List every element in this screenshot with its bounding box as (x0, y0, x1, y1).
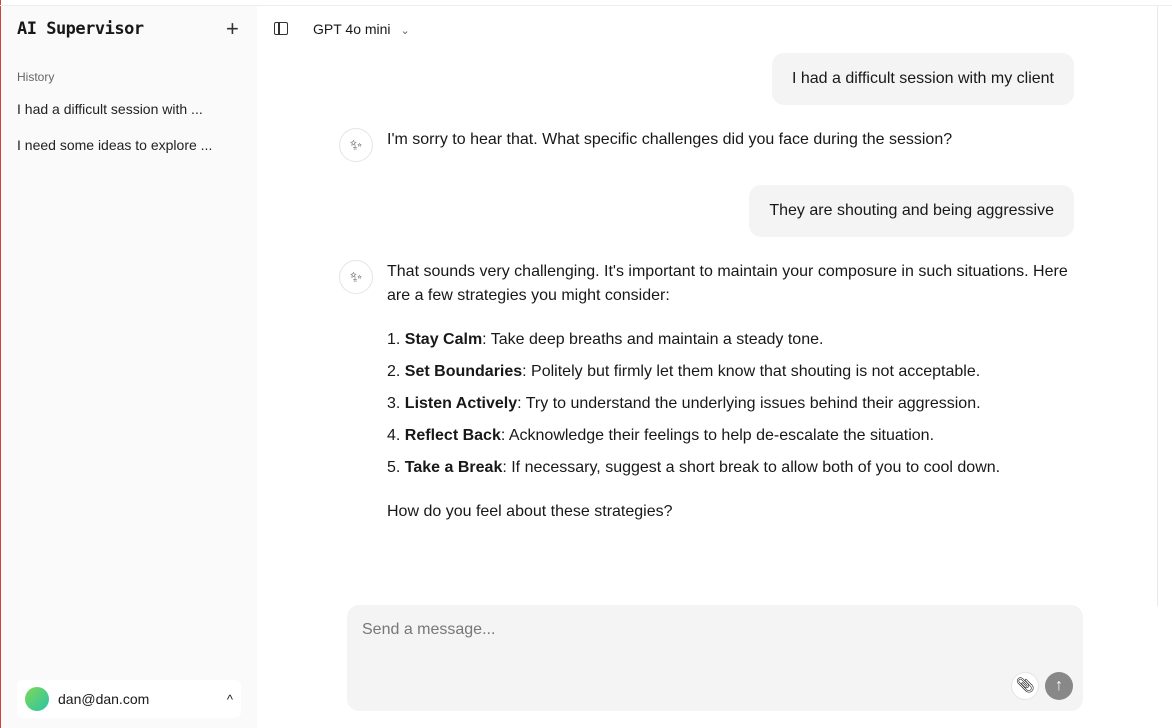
history-item[interactable]: I had a difficult session with ... (17, 101, 203, 117)
sparkles-icon: ✨︎ (339, 128, 373, 162)
send-button[interactable]: ↑ (1045, 672, 1073, 700)
app-title: AI Supervisor (17, 19, 144, 39)
strategy-item (387, 456, 1077, 480)
item-text: : Try to understand the underlying issues behind their aggression. (517, 395, 981, 412)
chat-header (258, 6, 1172, 52)
scrollbar[interactable] (1157, 6, 1158, 606)
user-email: dan@dan.com (58, 691, 150, 707)
item-title: Set Boundaries (404, 363, 523, 380)
item-title: Listen Actively (404, 395, 518, 412)
item-title: Reflect Back (404, 427, 501, 444)
sidebar (1, 6, 257, 728)
model-name: GPT 4o mini (313, 21, 391, 37)
strategy-item (387, 424, 1077, 448)
avatar (25, 687, 49, 711)
strategy-item (387, 328, 1077, 352)
item-text: : Take deep breaths and maintain a steady tone. (482, 331, 824, 348)
item-number: 1. (387, 331, 405, 348)
item-number: 5. (387, 459, 405, 476)
user-message: I had a difficult session with my client (772, 53, 1074, 105)
history-item[interactable]: I need some ideas to explore ... (17, 137, 213, 153)
sparkles-icon: ✨︎ (339, 260, 373, 294)
new-chat-plus-icon[interactable]: + (226, 16, 239, 41)
item-text: : If necessary, suggest a short break to allow both of you to cool down. (502, 459, 1001, 476)
strategy-item (387, 360, 1077, 384)
item-title: Stay Calm (404, 331, 483, 348)
sidebar-toggle-icon[interactable] (274, 22, 288, 35)
strategy-list (387, 328, 1077, 480)
chevron-up-icon: ^ (226, 691, 233, 707)
message-composer (347, 605, 1083, 711)
message-closing: How do you feel about these strategies? (387, 503, 673, 520)
user-menu-button[interactable] (17, 680, 241, 718)
history-label: History (17, 70, 55, 84)
message-input[interactable] (362, 621, 962, 639)
assistant-message: I'm sorry to hear that. What specific challenges did you face during the session? (387, 131, 953, 148)
message-intro: That sounds very challenging. It's important to maintain your composure in such situations. Here are a few strategies you might consider: (387, 263, 1068, 304)
item-title: Take a Break (404, 459, 503, 476)
item-text: : Politely but firmly let them know that shouting is not acceptable. (522, 363, 981, 380)
strategy-item (387, 392, 1077, 416)
item-text: : Acknowledge their feelings to help de-escalate the situation. (500, 427, 935, 444)
item-number: 4. (387, 427, 405, 444)
chevron-down-icon: ⌄ (400, 25, 410, 37)
user-message: They are shouting and being aggressive (749, 185, 1074, 237)
paperclip-icon[interactable]: 📎︎ (1011, 672, 1039, 700)
assistant-message (387, 260, 1077, 524)
item-number: 2. (387, 363, 405, 380)
model-selector[interactable] (313, 21, 410, 37)
item-number: 3. (387, 395, 405, 412)
